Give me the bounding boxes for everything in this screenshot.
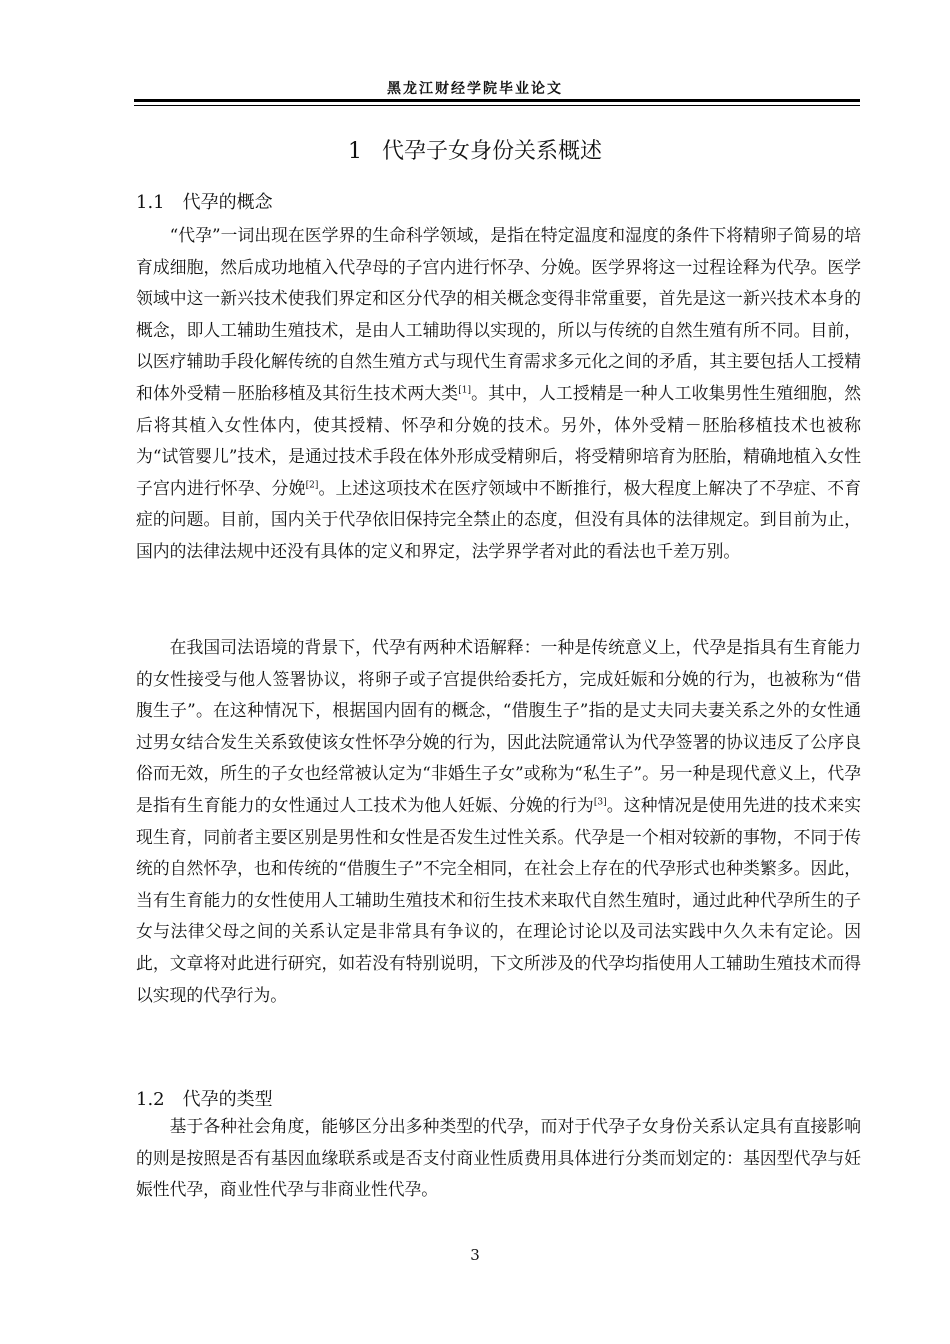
- page-number: 3: [470, 1246, 480, 1264]
- paragraph-text: “代孕”一词出现在医学界的生命科学领域，是指在特定温度和湿度的条件下将精卵子简易的培育成细胞，然后成功地植入代孕母的子宫内进行怀孕、分娩。医学界将这一过程诠释为代孕。医学领域中这一新兴技术使我们界定和区分代孕的相关概念变得非常重要，首先是这一新兴技术本身的概念，即人工辅助生殖技术，是由人工辅助得以实现的，所以与传统的自然生殖有所不同。目前，以医疗辅助手段化解传统的自然生殖方式与现代生育需求多元化之间的矛盾，其主要包括人工授精和体外受精－胚胎移植及其衍生技术两大类: [136, 225, 861, 403]
- section-number: 1.1: [136, 192, 165, 213]
- paragraph-text: 基于各种社会角度，能够区分出多种类型的代孕，而对于代孕子女身份关系认定具有直接影响的则是按照是否有基因血缘联系或是否支付商业性质费用具体进行分类而划定的：基因型代孕与妊娠性代孕，商业性代孕与非商业性代孕。: [136, 1116, 861, 1200]
- section-heading-1-2: [136, 1085, 273, 1111]
- paragraph-2: [136, 632, 861, 1011]
- citation-ref: [3]: [593, 797, 607, 808]
- paragraph-1: [136, 220, 861, 568]
- chapter-title-text: 代孕子女身份关系概述: [381, 139, 602, 164]
- chapter-number: 1: [347, 139, 362, 164]
- section-number: 1.2: [136, 1089, 165, 1110]
- citation-ref: [2]: [305, 480, 319, 491]
- section-title: 代孕的概念: [182, 192, 273, 213]
- header-rule-thin: [134, 105, 860, 106]
- paragraph-text: 。这种情况是使用先进的技术来实现生育，同前者主要区别是男性和女性是否发生过性关系。代孕是一个相对较新的事物，不同于传统的自然怀孕，也和传统的“借腹生子”不完全相同，在社会上存在的代孕形式也种类繁多。因此，当有生育能力的女性使用人工辅助生殖技术和衍生技术来取代自然生殖时，通过此种代孕所生的子女与法律父母之间的关系认定是非常具有争议的，在理论讨论以及司法实践中久久未有定论。因此，文章将对此进行研究，如若没有特别说明，下文所涉及的代孕均指使用人工辅助生殖技术而得以实现的代孕行为。: [136, 794, 861, 1005]
- section-heading-1-1: [136, 188, 273, 214]
- running-header: 黑龙江财经学院毕业论文: [387, 81, 563, 97]
- paragraph-text: 。上述这项技术在医疗领域中不断推行，极大程度上解决了不孕症、不育症的问题。目前，国内关于代孕依旧保持完全禁止的态度，但没有具体的法律规定。到目前为止，国内的法律法规中还没有具体的定义和界定，法学界学者对此的看法也千差万别。: [136, 477, 861, 561]
- chapter-title: [0, 134, 950, 165]
- paragraph-text: 。其中，人工授精是一种人工收集男性生殖细胞，然后将其植入女性体内，使其授精、怀孕和分娩的技术。另外，体外受精－胚胎移植技术也被称为“试管婴儿”技术，是通过技术手段在体外形成受精卵后，将受精卵培育为胚胎，精确地植入女性子宫内进行怀孕、分娩: [136, 382, 861, 498]
- section-title: 代孕的类型: [182, 1089, 273, 1110]
- paragraph-text: 在我国司法语境的背景下，代孕有两种术语解释：一种是传统意义上，代孕是指具有生育能力的女性接受与他人签署协议，将卵子或子宫提供给委托方，完成妊娠和分娩的行为，也被称为“借腹生子”。在这种情况下，根据国内固有的概念，“借腹生子”指的是丈夫同夫妻关系之外的女性通过男女结合发生关系致使该女性怀孕分娩的行为，因此法院通常认为代孕签署的协议违反了公序良俗而无效，所生的子女也经常被认定为“非婚生子女”或称为“私生子”。另一种是现代意义上，代孕是指有生育能力的女性通过人工技术为他人妊娠、分娩的行为: [136, 637, 861, 815]
- paragraph-3: [136, 1111, 861, 1206]
- header-rule-thick: [134, 99, 860, 102]
- citation-ref: [1]: [458, 385, 471, 396]
